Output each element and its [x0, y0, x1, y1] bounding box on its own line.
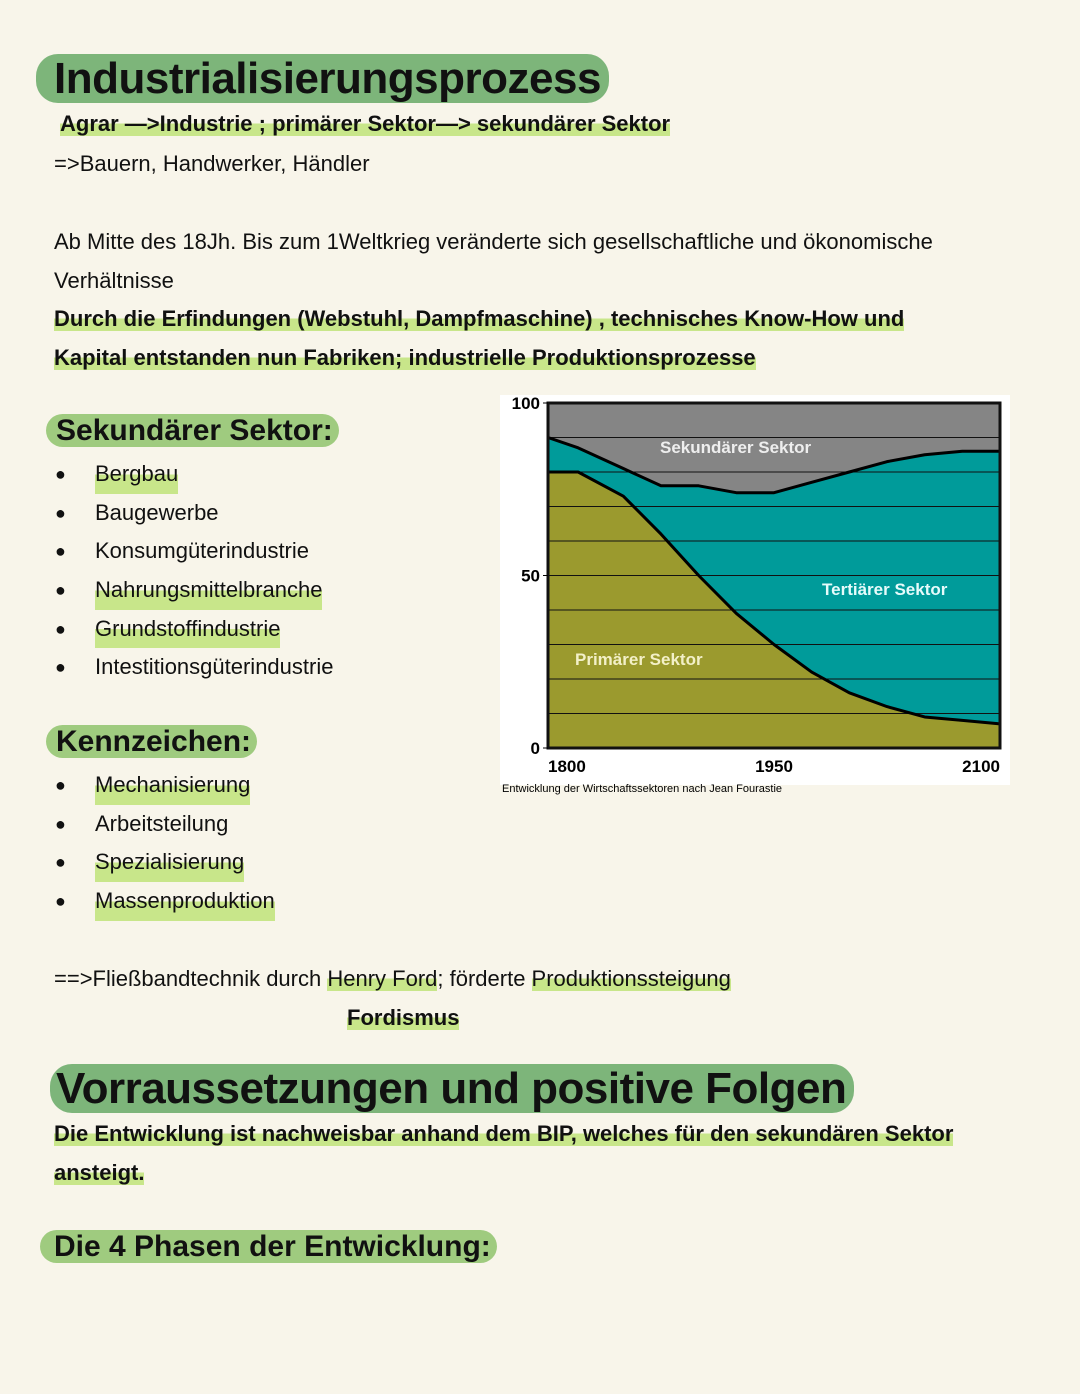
- series-label: Sekundärer Sektor: [660, 438, 812, 457]
- list-item: [55, 843, 455, 882]
- bullet-icon: ●: [55, 775, 66, 795]
- paragraph-2a: Durch die Erfindungen (Webstuhl, Dampfmaschine) , technisches Know-How und: [54, 306, 905, 331]
- list-item: [55, 571, 455, 610]
- subtitle: Agrar —>Industrie ; primärer Sektor—> sekundärer Sektor: [60, 111, 671, 136]
- sector-chart: [500, 395, 1010, 800]
- list-item: [55, 766, 455, 805]
- list-item: [55, 882, 455, 921]
- list-item-label: Baugewerbe: [95, 499, 219, 525]
- page-title: Industrialisierungsprozess: [36, 54, 609, 103]
- list-item: [55, 532, 455, 571]
- list-item: [55, 610, 455, 649]
- kennzeichen-list: [55, 766, 455, 921]
- sekundaer-heading: Sekundärer Sektor:: [46, 414, 339, 447]
- title-wrap: [36, 54, 609, 104]
- bullet-icon: ●: [55, 891, 66, 912]
- bullet-icon: ●: [55, 541, 66, 562]
- list-item-label: Bergbau: [95, 455, 178, 494]
- groups-line: =>Bauern, Handwerker, Händler: [54, 151, 370, 176]
- phases-heading-wrap: [40, 1230, 497, 1264]
- bullet-icon: ●: [55, 813, 66, 834]
- series-label: Primärer Sektor: [575, 650, 703, 669]
- list-item-label: Mechanisierung: [95, 766, 250, 805]
- kennzeichen-heading: Kennzeichen:: [46, 725, 257, 758]
- bullet-icon: ●: [55, 618, 66, 639]
- sekundaer-heading-wrap: [46, 414, 339, 448]
- bullet-icon: ●: [55, 580, 66, 601]
- bullet-icon: ●: [55, 657, 66, 678]
- chart-caption: Entwicklung der Wirtschaftssektoren nach Jean Fourastie: [502, 783, 783, 795]
- x-tick-label: 1800: [548, 757, 586, 776]
- section2-title-wrap: [50, 1064, 854, 1114]
- y-tick-label: 50: [521, 566, 540, 586]
- list-item-label: Nahrungsmittelbranche: [95, 571, 322, 610]
- list-item: [55, 494, 455, 533]
- list-item-label: Grundstoffindustrie: [95, 610, 280, 649]
- fordismus: Fordismus: [347, 1005, 460, 1030]
- x-tick-label: 2100: [962, 757, 1000, 776]
- series-label: Tertiärer Sektor: [822, 580, 948, 599]
- henry-ford: Henry Ford: [327, 966, 438, 991]
- paragraph-1a: Ab Mitte des 18Jh. Bis zum 1Weltkrieg veränderte sich gesellschaftliche und ökonomische: [54, 229, 933, 254]
- list-item: [55, 455, 455, 494]
- list-item-label: Spezialisierung: [95, 843, 244, 882]
- sekundaer-list: [55, 455, 455, 687]
- section2-line2: ansteigt.: [54, 1160, 145, 1185]
- phases-heading: Die 4 Phasen der Entwicklung:: [40, 1230, 497, 1263]
- section2-title: Vorraussetzungen und positive Folgen: [50, 1064, 854, 1113]
- ford-line: ==>Fließbandtechnik durch Henry Ford; förderte Produktionssteigung: [54, 966, 731, 991]
- bullet-icon: ●: [55, 502, 66, 523]
- list-item-label: Massenproduktion: [95, 882, 275, 921]
- kennzeichen-heading-wrap: [46, 725, 257, 759]
- x-tick-label: 1950: [755, 757, 793, 776]
- list-item: [55, 648, 455, 687]
- paragraph-2b: Kapital entstanden nun Fabriken; industrielle Produktionsprozesse: [54, 345, 756, 370]
- bullet-icon: ●: [55, 852, 66, 873]
- bullet-icon: ●: [55, 464, 66, 484]
- paragraph-1b: Verhältnisse: [54, 268, 174, 293]
- list-item-label: Arbeitsteilung: [95, 810, 229, 836]
- section2-line1: Die Entwicklung ist nachweisbar anhand dem BIP, welches für den sekundären Sektor: [54, 1121, 954, 1146]
- list-item: [55, 805, 455, 844]
- y-tick-label: 0: [530, 739, 540, 758]
- list-item-label: Konsumgüterindustrie: [95, 538, 310, 564]
- y-tick-label: 100: [511, 395, 540, 413]
- list-item-label: Intestitionsgüterindustrie: [95, 654, 334, 680]
